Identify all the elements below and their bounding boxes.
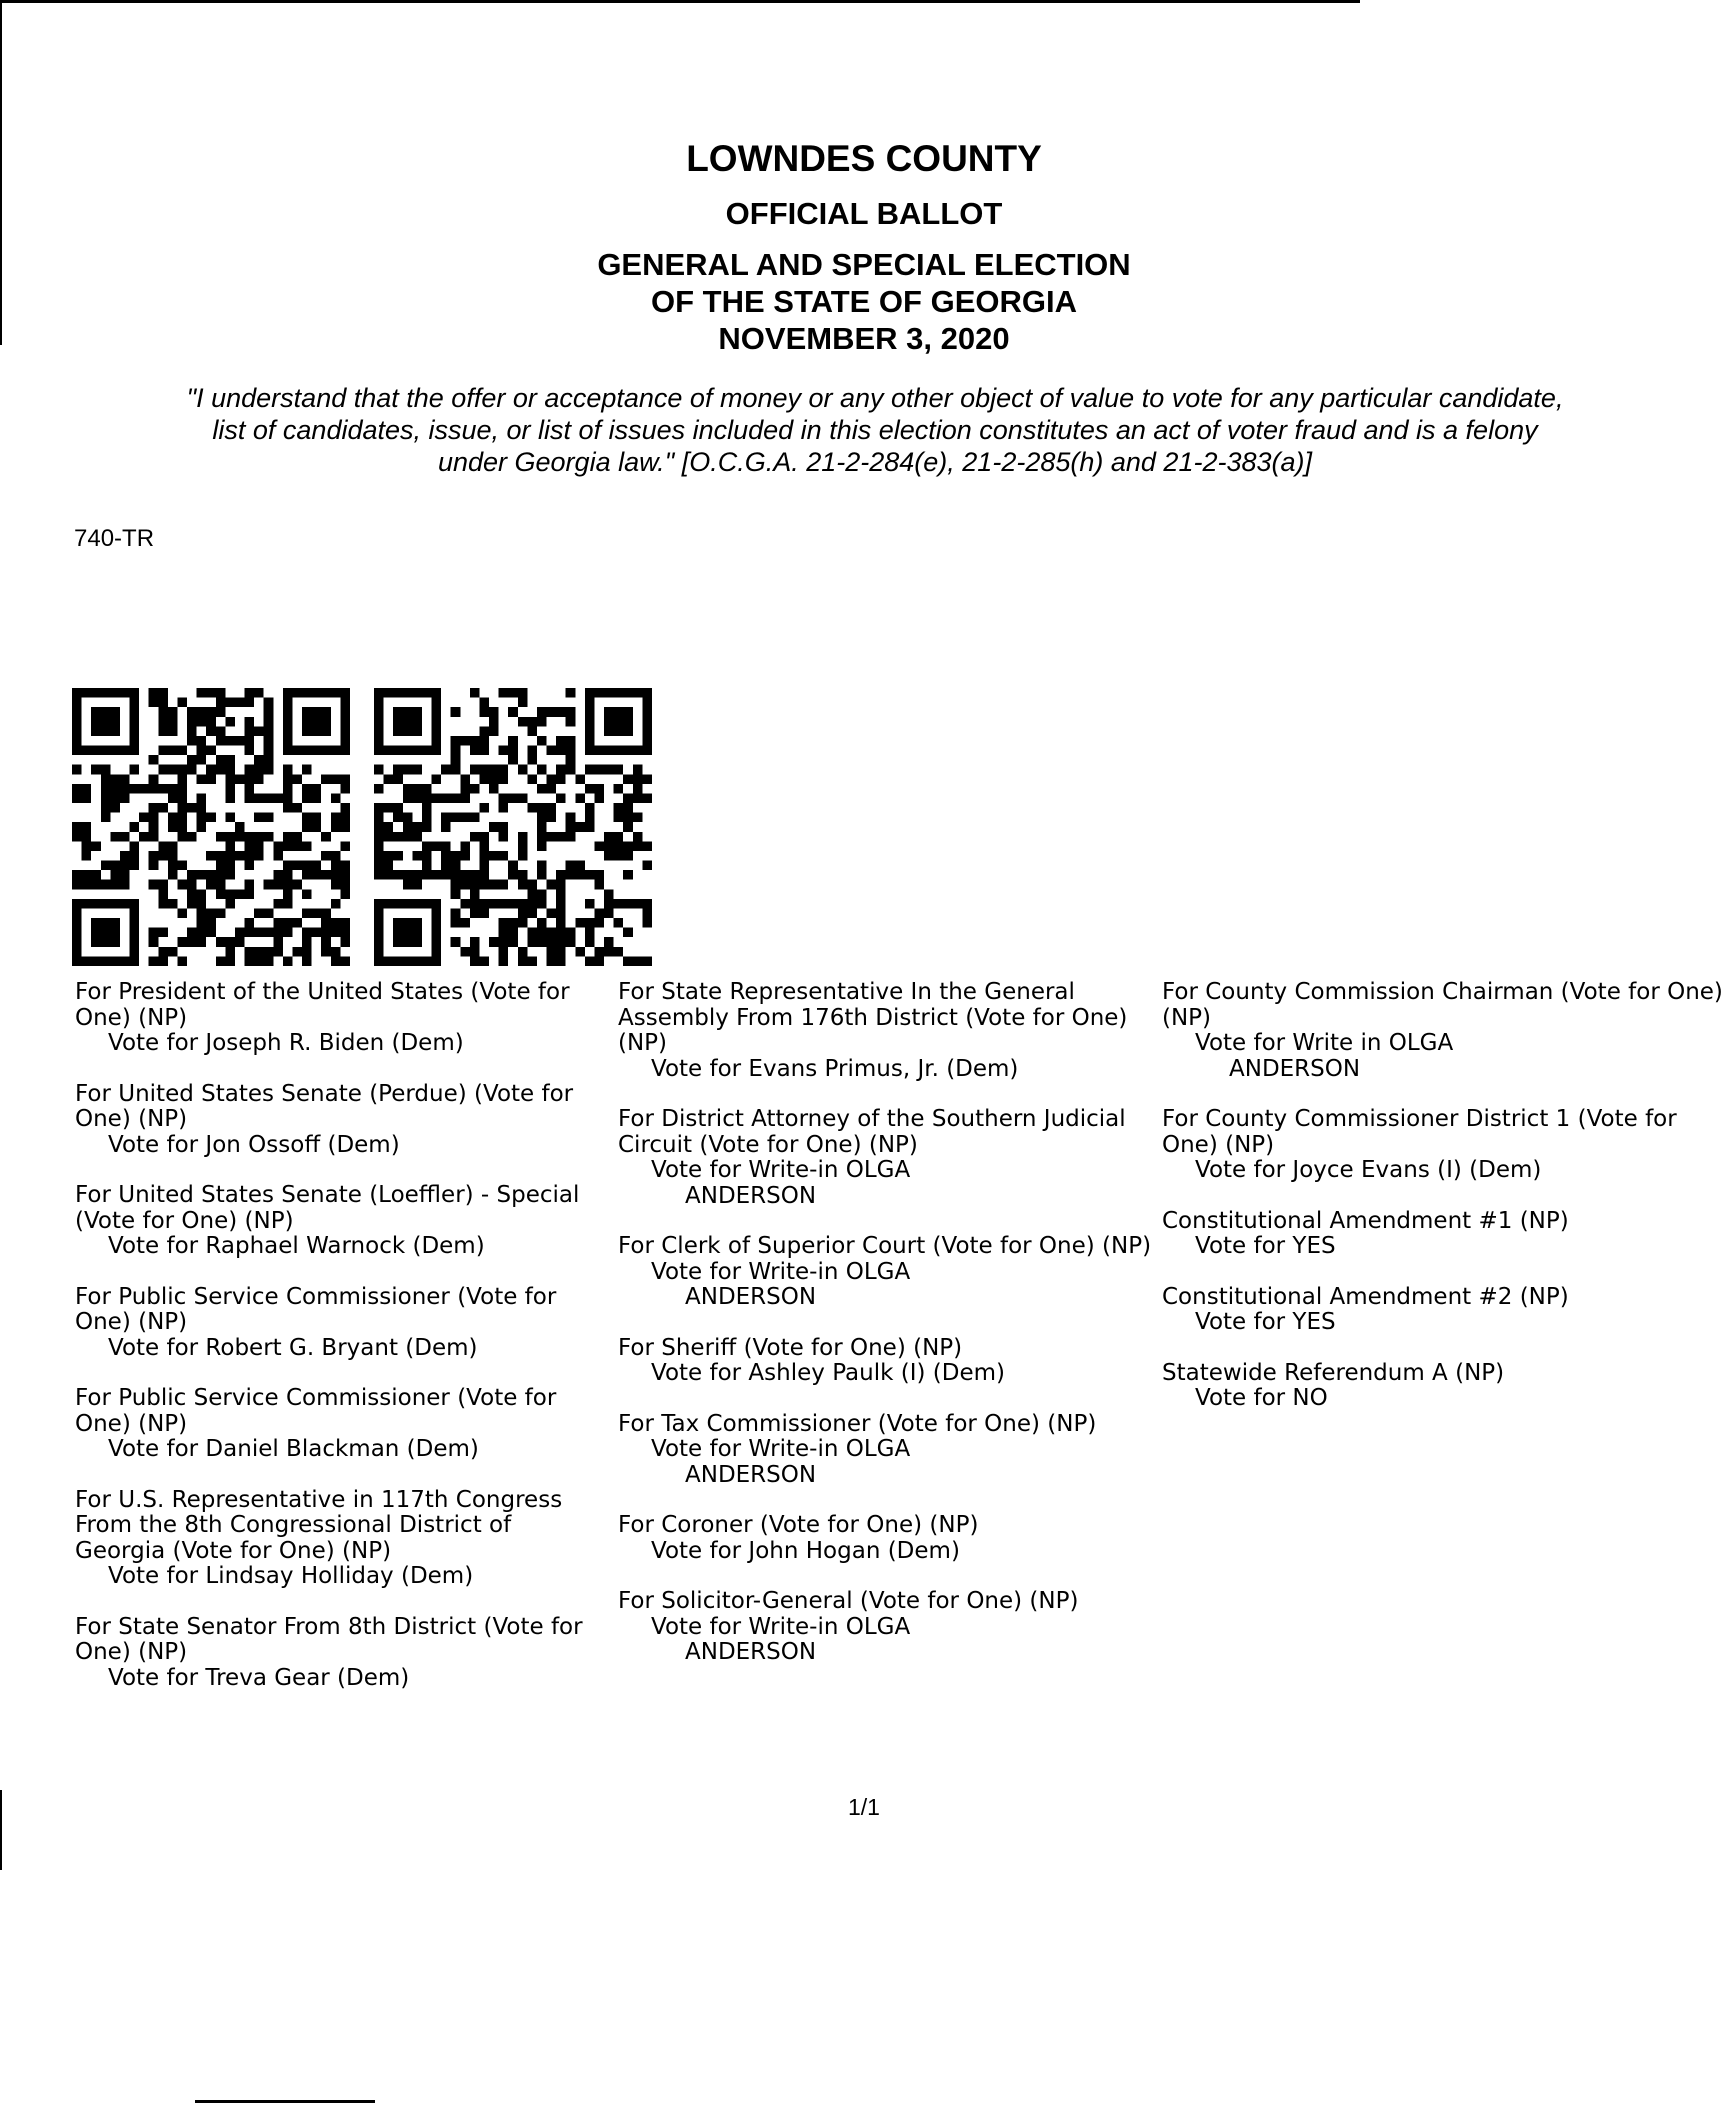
race-selection <box>618 1589 1163 1666</box>
election-title-line-2: OF THE STATE OF GEORGIA <box>651 284 1077 319</box>
race-title: For County Commissioner District 1 (Vote for One) (NP) <box>1162 1106 1677 1158</box>
race-selection <box>75 1615 605 1692</box>
race-selection <box>75 1082 605 1159</box>
race-selection <box>618 1336 1163 1387</box>
race-selection <box>1162 980 1728 1082</box>
race-title: For United States Senate (Perdue) (Vote for One) (NP) <box>75 1080 574 1132</box>
race-title: For Coroner (Vote for One) (NP) <box>618 1512 979 1538</box>
ballot-style-code: 740-TR <box>74 525 155 552</box>
ballot-title: OFFICIAL BALLOT <box>725 196 1003 231</box>
ballot-column-1 <box>75 980 605 1716</box>
race-title: For Tax Commissioner (Vote for One) (NP) <box>618 1410 1097 1437</box>
race-selection <box>1162 1209 1728 1260</box>
race-selection <box>75 1183 605 1260</box>
race-title: For County Commission Chairman (Vote for One) (NP) <box>1162 979 1723 1031</box>
race-title: For State Representative In the General Assembly From 176th District (Vote for One) (NP) <box>618 979 1128 1056</box>
vote-choice: Vote for Write-in OLGA <box>651 1258 911 1285</box>
vote-choice-continued: ANDERSON <box>685 1284 817 1310</box>
race-title: Constitutional Amendment #2 (NP) <box>1162 1283 1569 1310</box>
race-selection <box>618 1412 1163 1489</box>
vote-choice: Vote for Robert G. Bryant (Dem) <box>108 1334 478 1361</box>
vote-choice: Vote for Daniel Blackman (Dem) <box>108 1436 479 1462</box>
race-title: For Sheriff (Vote for One) (NP) <box>618 1334 963 1361</box>
scan-edge-top <box>0 0 1360 3</box>
oath-line: list of candidates, issue, or list of issues included in this election constitutes an act of voter fraud and is a felony <box>212 415 1538 445</box>
vote-choice: Vote for Write-in OLGA <box>651 1436 911 1462</box>
vote-choice-continued: ANDERSON <box>685 1461 817 1488</box>
race-title: For District Attorney of the Southern Judicial Circuit (Vote for One) (NP) <box>618 1106 1126 1158</box>
qr-code-icon <box>72 688 350 966</box>
vote-choice: Vote for YES <box>1195 1309 1336 1335</box>
oath-line: under Georgia law." [O.C.G.A. 21-2-284(e), 21-2-285(h) and 21-2-383(a)] <box>437 447 1313 477</box>
ballot-header <box>0 136 1728 357</box>
race-title: For Solicitor-General (Vote for One) (NP) <box>618 1588 1079 1614</box>
race-title: For United States Senate (Loeffler) - Special (Vote for One) (NP) <box>75 1182 580 1234</box>
vote-choice: Vote for Write-in OLGA <box>651 1157 911 1183</box>
vote-choice: Vote for Evans Primus, Jr. (Dem) <box>651 1055 1019 1082</box>
race-selection <box>75 1488 605 1590</box>
page-number: 1/1 <box>848 1794 880 1820</box>
ballot-column-2 <box>618 980 1163 1691</box>
race-title: For President of the United States (Vote for One) (NP) <box>75 979 570 1031</box>
election-date: NOVEMBER 3, 2020 <box>718 321 1010 356</box>
vote-choice: Vote for Lindsay Holliday (Dem) <box>108 1563 474 1589</box>
race-selection <box>618 1513 1163 1564</box>
race-selection <box>618 980 1163 1082</box>
election-title-line-1: GENERAL AND SPECIAL ELECTION <box>597 247 1131 282</box>
ballot-column-3 <box>1162 980 1728 1437</box>
vote-choice: Vote for Joyce Evans (I) (Dem) <box>1195 1157 1542 1183</box>
race-title: For U.S. Representative in 117th Congress From the 8th Congressional District of Georgia (Vote for One) (NP) <box>75 1486 563 1564</box>
vote-choice: Vote for Write in OLGA <box>1195 1030 1454 1056</box>
election-title <box>0 246 1728 357</box>
qr-code-icon <box>374 688 652 966</box>
vote-choice-continued: ANDERSON <box>1229 1055 1361 1082</box>
race-title: For Public Service Commissioner (Vote for One) (NP) <box>75 1283 557 1335</box>
vote-choice: Vote for NO <box>1195 1385 1328 1411</box>
vote-choice-continued: ANDERSON <box>685 1639 817 1665</box>
race-selection <box>75 1386 605 1463</box>
race-selection <box>75 980 605 1057</box>
race-title: For State Senator From 8th District (Vote for One) (NP) <box>75 1613 583 1665</box>
vote-choice: Vote for Jon Ossoff (Dem) <box>108 1131 400 1158</box>
county-title: LOWNDES COUNTY <box>686 138 1042 179</box>
race-selection <box>1162 1361 1728 1412</box>
vote-choice: Vote for Ashley Paulk (I) (Dem) <box>651 1360 1005 1386</box>
race-title: Constitutional Amendment #1 (NP) <box>1162 1207 1569 1234</box>
race-selection <box>618 1234 1163 1311</box>
race-selection <box>75 1285 605 1362</box>
vote-choice-continued: ANDERSON <box>685 1182 817 1209</box>
race-title: Statewide Referendum A (NP) <box>1162 1359 1505 1386</box>
race-selection <box>1162 1107 1728 1184</box>
vote-choice: Vote for John Hogan (Dem) <box>651 1537 960 1564</box>
oath-line: "I understand that the offer or acceptance of money or any other object of value to vote for any particular candidate, <box>186 383 1564 413</box>
vote-choice: Vote for Joseph R. Biden (Dem) <box>108 1030 464 1056</box>
race-title: For Clerk of Superior Court (Vote for One) (NP) <box>618 1233 1152 1259</box>
vote-choice: Vote for Write-in OLGA <box>651 1613 911 1640</box>
vote-choice: Vote for Raphael Warnock (Dem) <box>108 1233 485 1259</box>
race-selection <box>1162 1285 1728 1336</box>
vote-choice: Vote for YES <box>1195 1233 1336 1259</box>
race-title: For Public Service Commissioner (Vote for One) (NP) <box>75 1385 557 1437</box>
vote-choice: Vote for Treva Gear (Dem) <box>108 1664 410 1691</box>
race-selection <box>618 1107 1163 1209</box>
voter-fraud-statement <box>75 382 1675 478</box>
